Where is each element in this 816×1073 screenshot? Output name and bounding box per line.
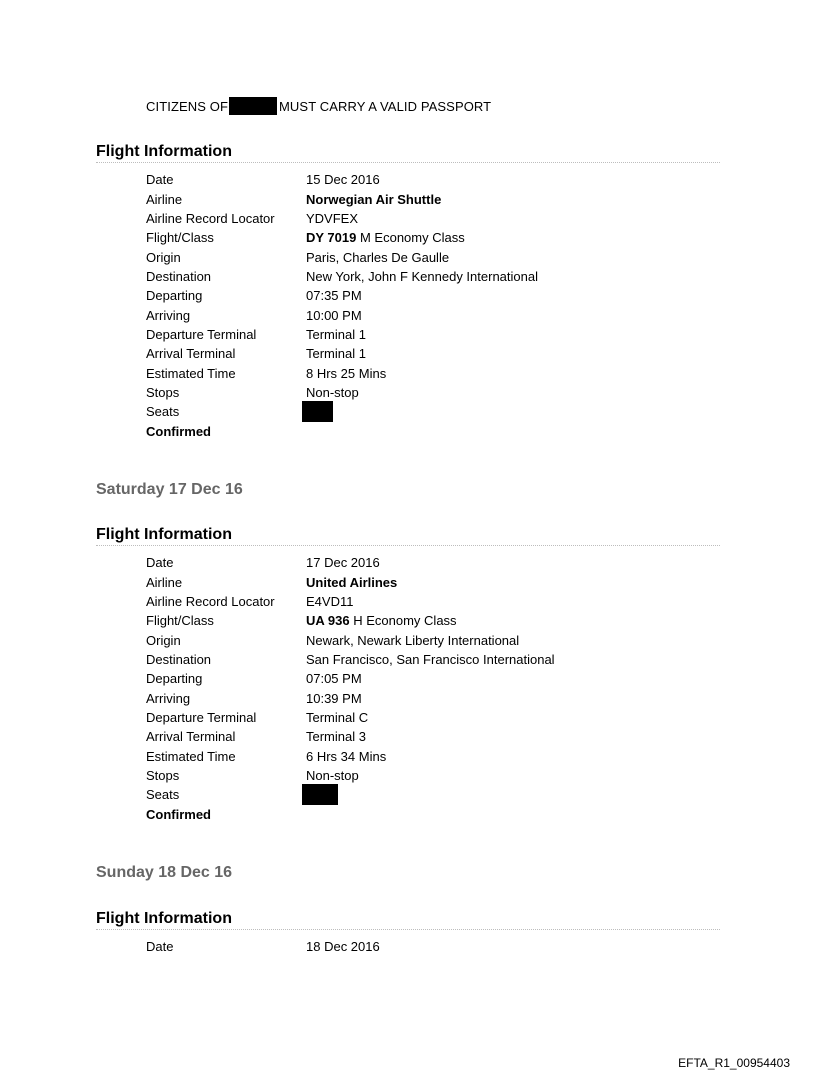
label-estimated-time: Estimated Time xyxy=(146,748,236,764)
row-seats xyxy=(146,785,555,804)
value-stops: Non-stop xyxy=(306,767,359,783)
row-record-locator xyxy=(146,592,555,611)
label-airline: Airline xyxy=(146,574,183,590)
value-flight-class xyxy=(306,230,465,245)
label-stops: Stops xyxy=(146,384,180,400)
value-arrival-terminal: Terminal 1 xyxy=(306,346,366,362)
flight-number: UA 936 xyxy=(306,613,350,629)
value-date: 17 Dec 2016 xyxy=(306,555,380,571)
label-stops: Stops xyxy=(146,767,180,783)
label-departing: Departing xyxy=(146,288,203,304)
value-flight-class xyxy=(306,613,457,628)
label-date: Date xyxy=(146,939,174,955)
row-arrival-terminal xyxy=(146,727,555,746)
row-status xyxy=(146,421,538,440)
section-title-flight-information: Flight Information xyxy=(96,910,720,930)
row-stops xyxy=(146,383,538,402)
label-arriving: Arriving xyxy=(146,307,191,323)
label-airline: Airline xyxy=(146,191,183,207)
value-airline: Norwegian Air Shuttle xyxy=(306,191,442,207)
flight-class: M Economy Class xyxy=(359,230,465,246)
section-title-flight-information: Flight Information xyxy=(96,526,720,546)
value-arriving: 10:00 PM xyxy=(306,307,362,323)
label-seats: Seats xyxy=(146,404,180,420)
status-confirmed: Confirmed xyxy=(146,806,211,822)
label-arriving: Arriving xyxy=(146,690,191,706)
label-flight-class: Flight/Class xyxy=(146,613,214,629)
label-arrival-terminal: Arrival Terminal xyxy=(146,346,236,362)
value-departing: 07:05 PM xyxy=(306,671,362,687)
row-seats xyxy=(146,402,538,421)
value-departing: 07:35 PM xyxy=(306,288,362,304)
label-departure-terminal: Departure Terminal xyxy=(146,326,257,342)
flight-number: DY 7019 xyxy=(306,230,357,246)
value-record-locator: YDVFEX xyxy=(306,210,359,226)
row-date xyxy=(146,937,380,956)
row-departure-terminal xyxy=(146,325,538,344)
day-title: Sunday 18 Dec 16 xyxy=(96,864,233,881)
value-origin: Newark, Newark Liberty International xyxy=(306,632,520,648)
label-date: Date xyxy=(146,555,174,571)
row-arrival-terminal xyxy=(146,344,538,363)
row-status xyxy=(146,804,555,823)
notice-text-before: CITIZENS OF xyxy=(146,99,228,114)
redaction-block xyxy=(229,97,277,115)
row-airline xyxy=(146,189,538,208)
value-arrival-terminal: Terminal 3 xyxy=(306,729,366,745)
row-origin xyxy=(146,630,555,649)
label-flight-class: Flight/Class xyxy=(146,230,214,246)
row-arriving xyxy=(146,305,538,324)
value-destination: San Francisco, San Francisco International xyxy=(306,651,555,667)
label-estimated-time: Estimated Time xyxy=(146,365,236,381)
row-departing xyxy=(146,669,555,688)
value-date: 15 Dec 2016 xyxy=(306,172,380,188)
day-title: Saturday 17 Dec 16 xyxy=(96,481,243,498)
value-estimated-time: 8 Hrs 25 Mins xyxy=(306,365,387,381)
flight-info-table xyxy=(146,937,380,956)
row-origin xyxy=(146,247,538,266)
row-record-locator xyxy=(146,209,538,228)
label-destination: Destination xyxy=(146,651,212,667)
value-record-locator: E4VD11 xyxy=(306,593,354,609)
label-record-locator: Airline Record Locator xyxy=(146,593,275,609)
row-destination xyxy=(146,650,555,669)
document-id: EFTA_R1_00954403 xyxy=(678,1056,790,1070)
section-title-flight-information: Flight Information xyxy=(96,143,720,163)
status-confirmed: Confirmed xyxy=(146,423,211,439)
label-date: Date xyxy=(146,172,174,188)
row-estimated-time xyxy=(146,363,538,382)
row-flight-class xyxy=(146,228,538,247)
row-estimated-time xyxy=(146,746,555,765)
flight-class: H Economy Class xyxy=(353,613,457,629)
passport-notice xyxy=(146,97,491,115)
flight-info-table xyxy=(146,170,538,441)
value-departure-terminal: Terminal 1 xyxy=(306,326,366,342)
row-date xyxy=(146,553,555,572)
row-departure-terminal xyxy=(146,708,555,727)
notice-text-after: MUST CARRY A VALID PASSPORT xyxy=(279,99,492,114)
label-origin: Origin xyxy=(146,632,181,648)
row-departing xyxy=(146,286,538,305)
label-seats: Seats xyxy=(146,787,180,803)
flight-info-table xyxy=(146,553,555,824)
value-stops: Non-stop xyxy=(306,384,359,400)
row-flight-class xyxy=(146,611,555,630)
row-airline xyxy=(146,572,555,591)
seat-redaction-block xyxy=(302,784,338,805)
label-departure-terminal: Departure Terminal xyxy=(146,709,257,725)
row-date xyxy=(146,170,538,189)
label-arrival-terminal: Arrival Terminal xyxy=(146,729,236,745)
value-departure-terminal: Terminal C xyxy=(306,709,369,725)
row-destination xyxy=(146,267,538,286)
label-record-locator: Airline Record Locator xyxy=(146,210,275,226)
label-origin: Origin xyxy=(146,249,181,265)
value-arriving: 10:39 PM xyxy=(306,690,362,706)
value-date: 18 Dec 2016 xyxy=(306,939,380,955)
label-destination: Destination xyxy=(146,268,212,284)
row-stops xyxy=(146,766,555,785)
label-departing: Departing xyxy=(146,671,203,687)
value-estimated-time: 6 Hrs 34 Mins xyxy=(306,748,387,764)
seat-redaction-block xyxy=(302,401,333,422)
value-destination: New York, John F Kennedy International xyxy=(306,268,538,284)
value-airline: United Airlines xyxy=(306,574,398,590)
row-arriving xyxy=(146,688,555,707)
value-origin: Paris, Charles De Gaulle xyxy=(306,249,450,265)
